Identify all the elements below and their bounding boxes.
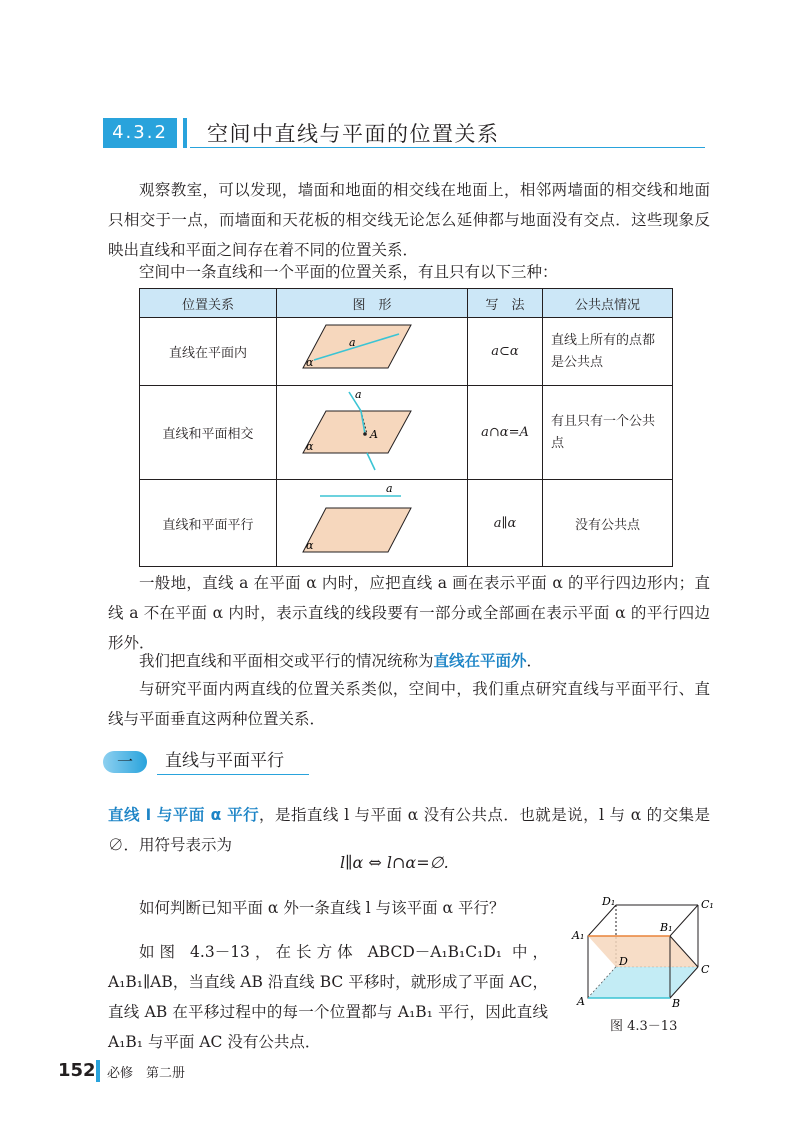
footer-bar [96,1060,100,1082]
relations-table [139,288,673,567]
header-figure: 图 形 [277,289,468,318]
section-bar [183,118,187,148]
label-alpha: α [306,539,314,552]
label-a: a [349,336,356,349]
section-underline [190,147,705,148]
label-a: a [355,388,362,401]
table-row [140,386,673,480]
subsection-underline [157,774,309,775]
label-B: B [672,997,681,1010]
header-notation: 写 法 [468,289,543,318]
label-A1: A₁ [572,929,585,942]
page-number: 152 [58,1060,96,1081]
header-common-points: 公共点情况 [543,289,673,318]
definition-text: ，是指直线 l 与平面 α 没有公共点．也就是说，l 与 α 的交集是∅．用符号表示为 [108,806,710,854]
label-B1: B₁ [660,921,673,934]
subsection-number: 一 [116,752,133,771]
figure-cell [277,318,468,386]
figure-cell [277,480,468,567]
cuboid-figure [570,893,720,1013]
intro-paragraph-1: 观察教室，可以发现，墙面和地面的相交线在地面上，相邻两墙面的相交线和地面只相交于一点，而墙面和天花板的相交线无论怎么延伸都与地面没有交点．这些现象反映出直线和平面之间存在着不同的位置关系． [108,181,710,259]
table-header-row [140,289,673,318]
table-row [140,480,673,567]
common-points-cell: 没有公共点 [543,480,673,567]
label-a: a [386,482,393,495]
intro-paragraph-2: 空间中一条直线和一个平面的位置关系，有且只有以下三种： [139,263,558,281]
figure-caption: 图 4.3－13 [610,1019,678,1034]
general-paragraph-2 [108,646,710,676]
general-p2-text: 我们把直线和平面相交或平行的情况统称为 [139,652,434,670]
label-alpha: α [306,440,314,453]
common-points-cell: 直线上所有的点都是公共点 [543,318,673,386]
general-p2-end: ． [526,652,543,670]
section-number: 4.3.2 [103,118,177,148]
notation-cell: a∩α=A [468,386,543,480]
figure-cell [277,386,468,480]
definition-formula: l∥α ⇔ l∩α=∅. [340,853,449,872]
relation-cell: 直线和平面相交 [140,386,277,480]
label-D1: D₁ [602,895,616,908]
label-A: A [577,995,585,1008]
book-title: 必修 第二册 [107,1066,186,1081]
subsection-title: 直线与平面平行 [165,751,284,771]
label-C1: C₁ [701,898,714,911]
header-relation: 位置关系 [140,289,277,318]
line-in-plane-figure [277,318,467,381]
notation-cell: a∥α [468,480,543,567]
relation-cell: 直线在平面内 [140,318,277,386]
table-row [140,318,673,386]
question-paragraph: 如何判断已知平面 α 外一条直线 l 与该平面 α 平行？ [139,899,505,917]
notation-cell: a⊂α [468,318,543,386]
label-A: A [370,428,378,441]
general-paragraph-3: 与研究平面内两直线的位置关系类似，空间中，我们重点研究直线与平面平行、直线与平面垂直这两种位置关系． [108,680,710,728]
section-title: 空间中直线与平面的位置关系 [207,122,500,146]
line-intersects-plane-figure [277,386,467,475]
relation-cell: 直线和平面平行 [140,480,277,567]
common-points-cell: 有且只有一个公共点 [543,386,673,480]
general-paragraph-1: 一般地，直线 a 在平面 α 内时，应把直线 a 画在表示平面 α 的平行四边形内；直线 a 不在平面 α 内时，表示直线的线段要有一部分或全部画在表示平面 α 的平行四边形外． [108,574,710,652]
example-paragraph: 如图 4.3－13，在长方体 ABCD－A₁B₁C₁D₁ 中，A₁B₁∥AB，当直线 AB 沿直线 BC 平移时，就形成了平面 AC，直线 AB 在平移过程中的每一个位置都与 A₁B₁ 平行，因此直线 A₁B₁ 与平面 AC 没有公共点． [108,943,548,1051]
label-C: C [701,963,710,976]
label-D: D [619,955,628,968]
line-parallel-plane-figure [277,480,467,562]
highlight-term: 直线在平面外 [433,652,527,670]
definition-term: 直线 l 与平面 α 平行 [108,806,260,824]
label-alpha: α [306,356,314,369]
